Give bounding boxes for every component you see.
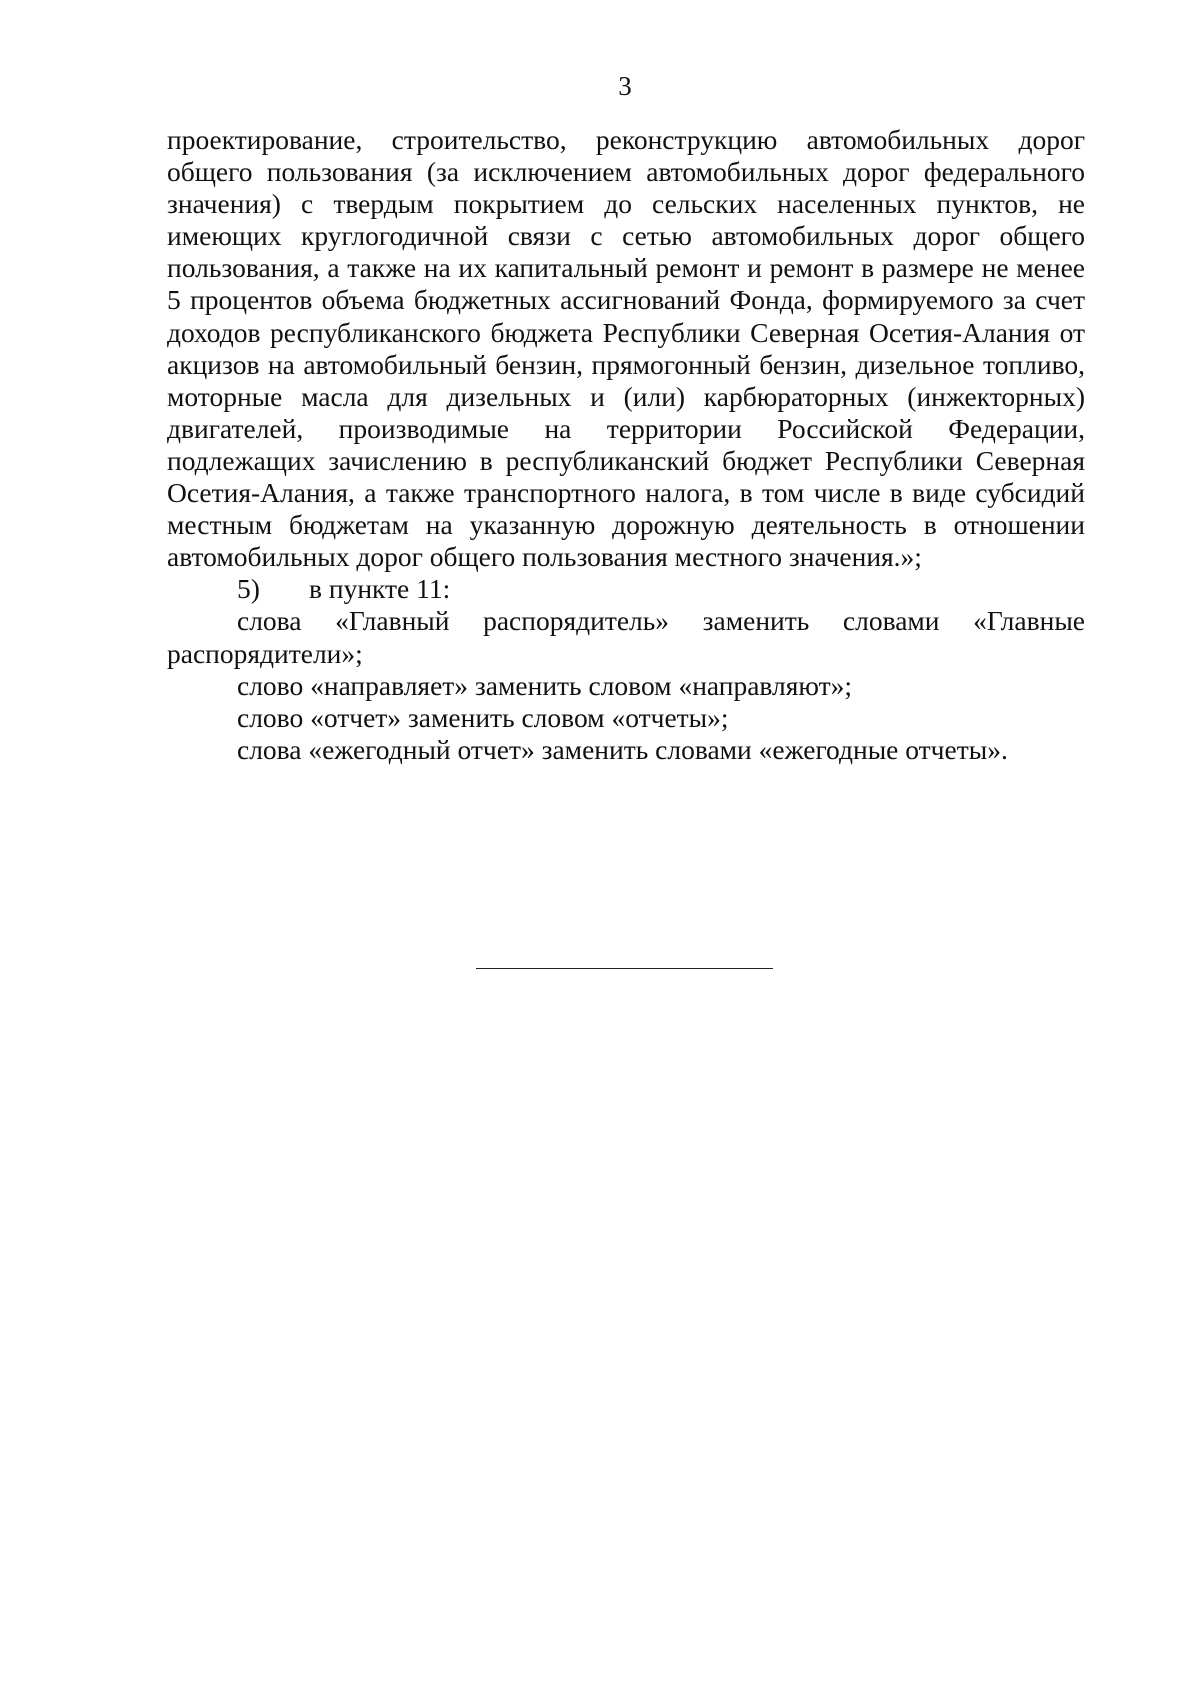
paragraph-change-4: слова «ежегодный отчет» заменить словами «ежегодные отчеты». xyxy=(237,733,1008,765)
paragraph-change-3: слово «отчет» заменить словом «отчеты»; xyxy=(237,701,729,733)
paragraph-continuation: проектирование, строительство, реконструкцию автомобильных дорог общего пользования (за исключением автомобильных дорог федерального значения) с твердым покрытием до сельских населенных пунктов, не имеющих круглогодичной связи с сетью автомобильных дорог общего пользования, а также на их капитальный ремонт и ремонт в размере не менее 5 процентов объема бюджетных ассигнований Фонда, формируемого за счет доходов республиканского бюджета Республики Северная Осетия-Алания от акцизов на автомобильный бензин, прямогонный бензин, дизельное топливо, моторные масла для дизельных и (или) карбюраторных (инжекторных) двигателей, производимые на территории Российской Федерации, подлежащих зачислению в республиканский бюджет Республики Северная Осетия-Алания, а также транспортного налога, в том числе в виде субсидий местным бюджетам на указанную дорожную деятельность в отношении автомобильных дорог общего пользования местного значения.»; xyxy=(167,124,1085,573)
list-item-number: 5) xyxy=(237,573,260,605)
paragraph-change-1: слова «Главный распорядитель» заменить словами «Главные распорядители»; xyxy=(167,605,1085,669)
list-item-text: в пункте 11: xyxy=(309,573,451,605)
page-number: 3 xyxy=(618,71,632,101)
document-body xyxy=(167,124,1085,766)
end-of-document-rule xyxy=(476,968,773,969)
paragraph-change-2: слово «направляет» заменить словом «направляют»; xyxy=(237,669,853,701)
list-item-5 xyxy=(167,573,1085,605)
